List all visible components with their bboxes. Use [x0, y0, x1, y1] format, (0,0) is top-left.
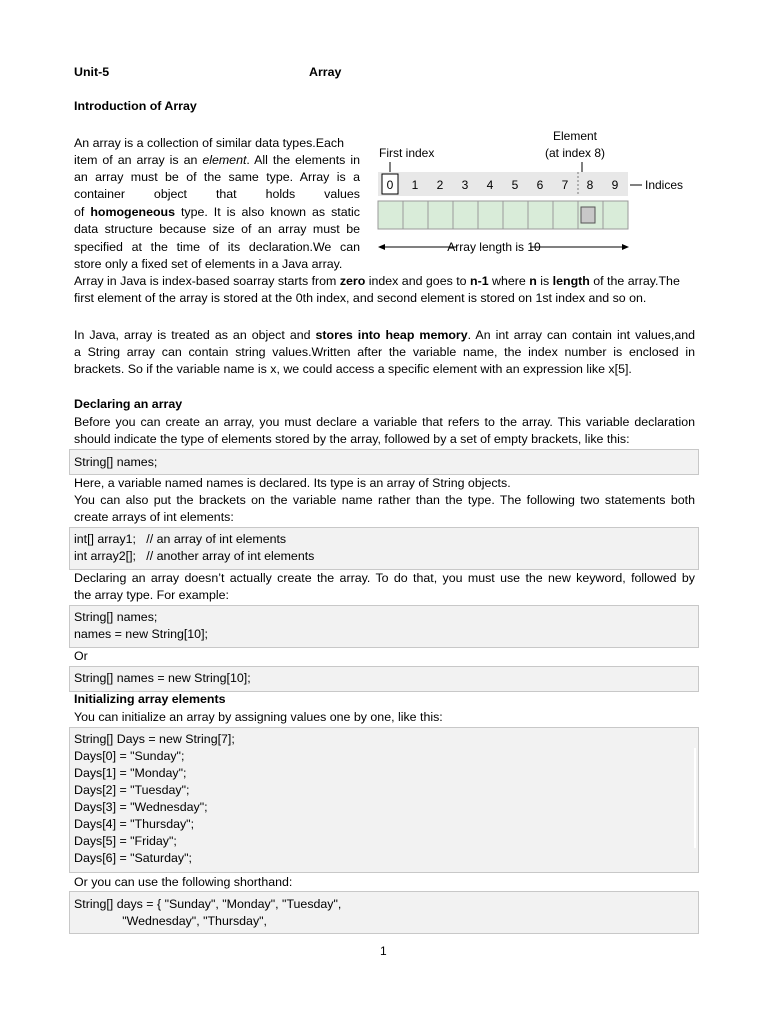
- declaring-after-4: Declaring an array doesn’t actually create the array. To do that, you must use the new keyword, followed by: [74, 571, 695, 585]
- highlighted-element: [581, 207, 595, 223]
- code-block-one-line: [69, 666, 699, 692]
- intro-line: item of an array is an element. All the elements in: [74, 153, 360, 167]
- code-line: Days[5] = "Friday";: [74, 834, 177, 848]
- index-label-1: 1: [411, 178, 419, 192]
- code-block-declare: [69, 449, 699, 475]
- declaring-line: Before you can create an array, you must declare a variable that refers to the array. This variable declaration: [74, 415, 695, 429]
- intro-line: of homogeneous type. It is also known as static: [74, 205, 360, 219]
- heap-line-3: brackets. So if the variable name is x, we could access a specific element with an expression like x[5].: [74, 362, 632, 376]
- first-index-label: First index: [379, 146, 435, 160]
- code-line: names = new String[10];: [74, 627, 208, 641]
- topic-title: Array: [309, 65, 342, 79]
- index-label-2: 2: [436, 178, 444, 192]
- code-block-shorthand: [69, 891, 699, 934]
- declaring-after-5: the array type. For example:: [74, 588, 229, 602]
- array-cell-2: [428, 201, 453, 229]
- array-cell-1: [403, 201, 428, 229]
- intro-heading: Introduction of Array: [74, 99, 197, 113]
- index-label-9: 9: [611, 178, 619, 192]
- declaring-after-2: You can also put the brackets on the variable name rather than the type. The following two statements both: [74, 493, 695, 507]
- array-cell-7: [553, 201, 578, 229]
- length-label: Array length is 10: [447, 240, 541, 254]
- declaring-after-1: Here, a variable named names is declared. Its type is an array of String objects.: [74, 476, 511, 490]
- unit-label: Unit-5: [74, 65, 110, 79]
- intro-line: an array must be of the same type. Array is a: [74, 170, 360, 184]
- code-block-days: [69, 727, 699, 873]
- or-label: Or: [74, 649, 88, 663]
- heap-line: In Java, array is treated as an object and stores into heap memory. An int array can contain int values,and: [74, 328, 695, 342]
- array-diagram: [370, 124, 690, 259]
- declaring-line-2: should indicate the type of elements stored by the array, followed by a set of empty brackets, like this:: [74, 432, 630, 446]
- index-label-8: 8: [586, 178, 594, 192]
- code-line: Days[1] = "Monday";: [74, 766, 187, 780]
- initializing-line: You can initialize an array by assigning values one by one, like this:: [74, 710, 443, 724]
- array-cell-5: [503, 201, 528, 229]
- index-label-4: 4: [486, 178, 494, 192]
- intro-index-line: Array in Java is index-based soarray starts from zero index and goes to n-1 where n is length of the array.The: [74, 274, 680, 288]
- index-label-7: 7: [561, 178, 569, 192]
- indices-label: Indices: [645, 178, 684, 192]
- code-block-new-array: [69, 605, 699, 648]
- code-block-int-arrays: [69, 527, 699, 570]
- page-number: 1: [380, 944, 387, 958]
- index-label-3: 3: [461, 178, 469, 192]
- code-line: Days[2] = "Tuesday";: [74, 783, 190, 797]
- code-line: "Wednesday", "Thursday",: [74, 914, 267, 928]
- array-cell-3: [453, 201, 478, 229]
- code-line: int array2[]; // another array of int elements: [74, 549, 315, 563]
- code-line: int[] array1; // an array of int elements: [74, 532, 287, 546]
- code-line: String[] names;: [74, 455, 158, 469]
- array-cell-6: [528, 201, 553, 229]
- code-line: Days[3] = "Wednesday";: [74, 800, 208, 814]
- heap-line-2: a String array can contain string values.Written after the variable name, the index number is enclosed in: [74, 345, 695, 359]
- index-label-6: 6: [536, 178, 544, 192]
- code-scroll-mark: [694, 748, 696, 848]
- arrow-right-head: [622, 244, 629, 250]
- code-line: String[] names;: [74, 610, 158, 624]
- array-cell-0: [378, 201, 403, 229]
- code-line: Days[4] = "Thursday";: [74, 817, 195, 831]
- declaring-heading: Declaring an array: [74, 397, 183, 411]
- index-label-0: 0: [386, 178, 394, 192]
- code-line: String[] names = new String[10];: [74, 671, 251, 685]
- declaring-after-3: create arrays of int elements:: [74, 510, 234, 524]
- code-line: String[] Days = new String[7];: [74, 732, 235, 746]
- intro-line: specified at the time of its declaration.We can: [74, 240, 360, 254]
- arrow-left-head: [378, 244, 385, 250]
- code-line: Days[0] = "Sunday";: [74, 749, 185, 763]
- code-line: String[] days = { "Sunday", "Monday", "Tuesday",: [74, 897, 342, 911]
- code-line: Days[6] = "Saturday";: [74, 851, 192, 865]
- initializing-heading: Initializing array elements: [74, 692, 226, 706]
- array-cell-9: [603, 201, 628, 229]
- intro-line: An array is a collection of similar data types.Each: [74, 136, 344, 150]
- shorthand-label: Or you can use the following shorthand:: [74, 875, 293, 889]
- intro-line: container object that holds values: [74, 187, 360, 201]
- index-label-5: 5: [511, 178, 519, 192]
- element-label: Element: [552, 129, 598, 143]
- element-index-label: (at index 8): [544, 146, 606, 160]
- intro-index-line-2: first element of the array is stored at the 0th index, and second element is stored on 1st index and so on.: [74, 291, 647, 305]
- intro-line: data structure because size of an array must be: [74, 222, 360, 236]
- array-cell-4: [478, 201, 503, 229]
- intro-line: store only a fixed set of elements in a Java array.: [74, 257, 343, 271]
